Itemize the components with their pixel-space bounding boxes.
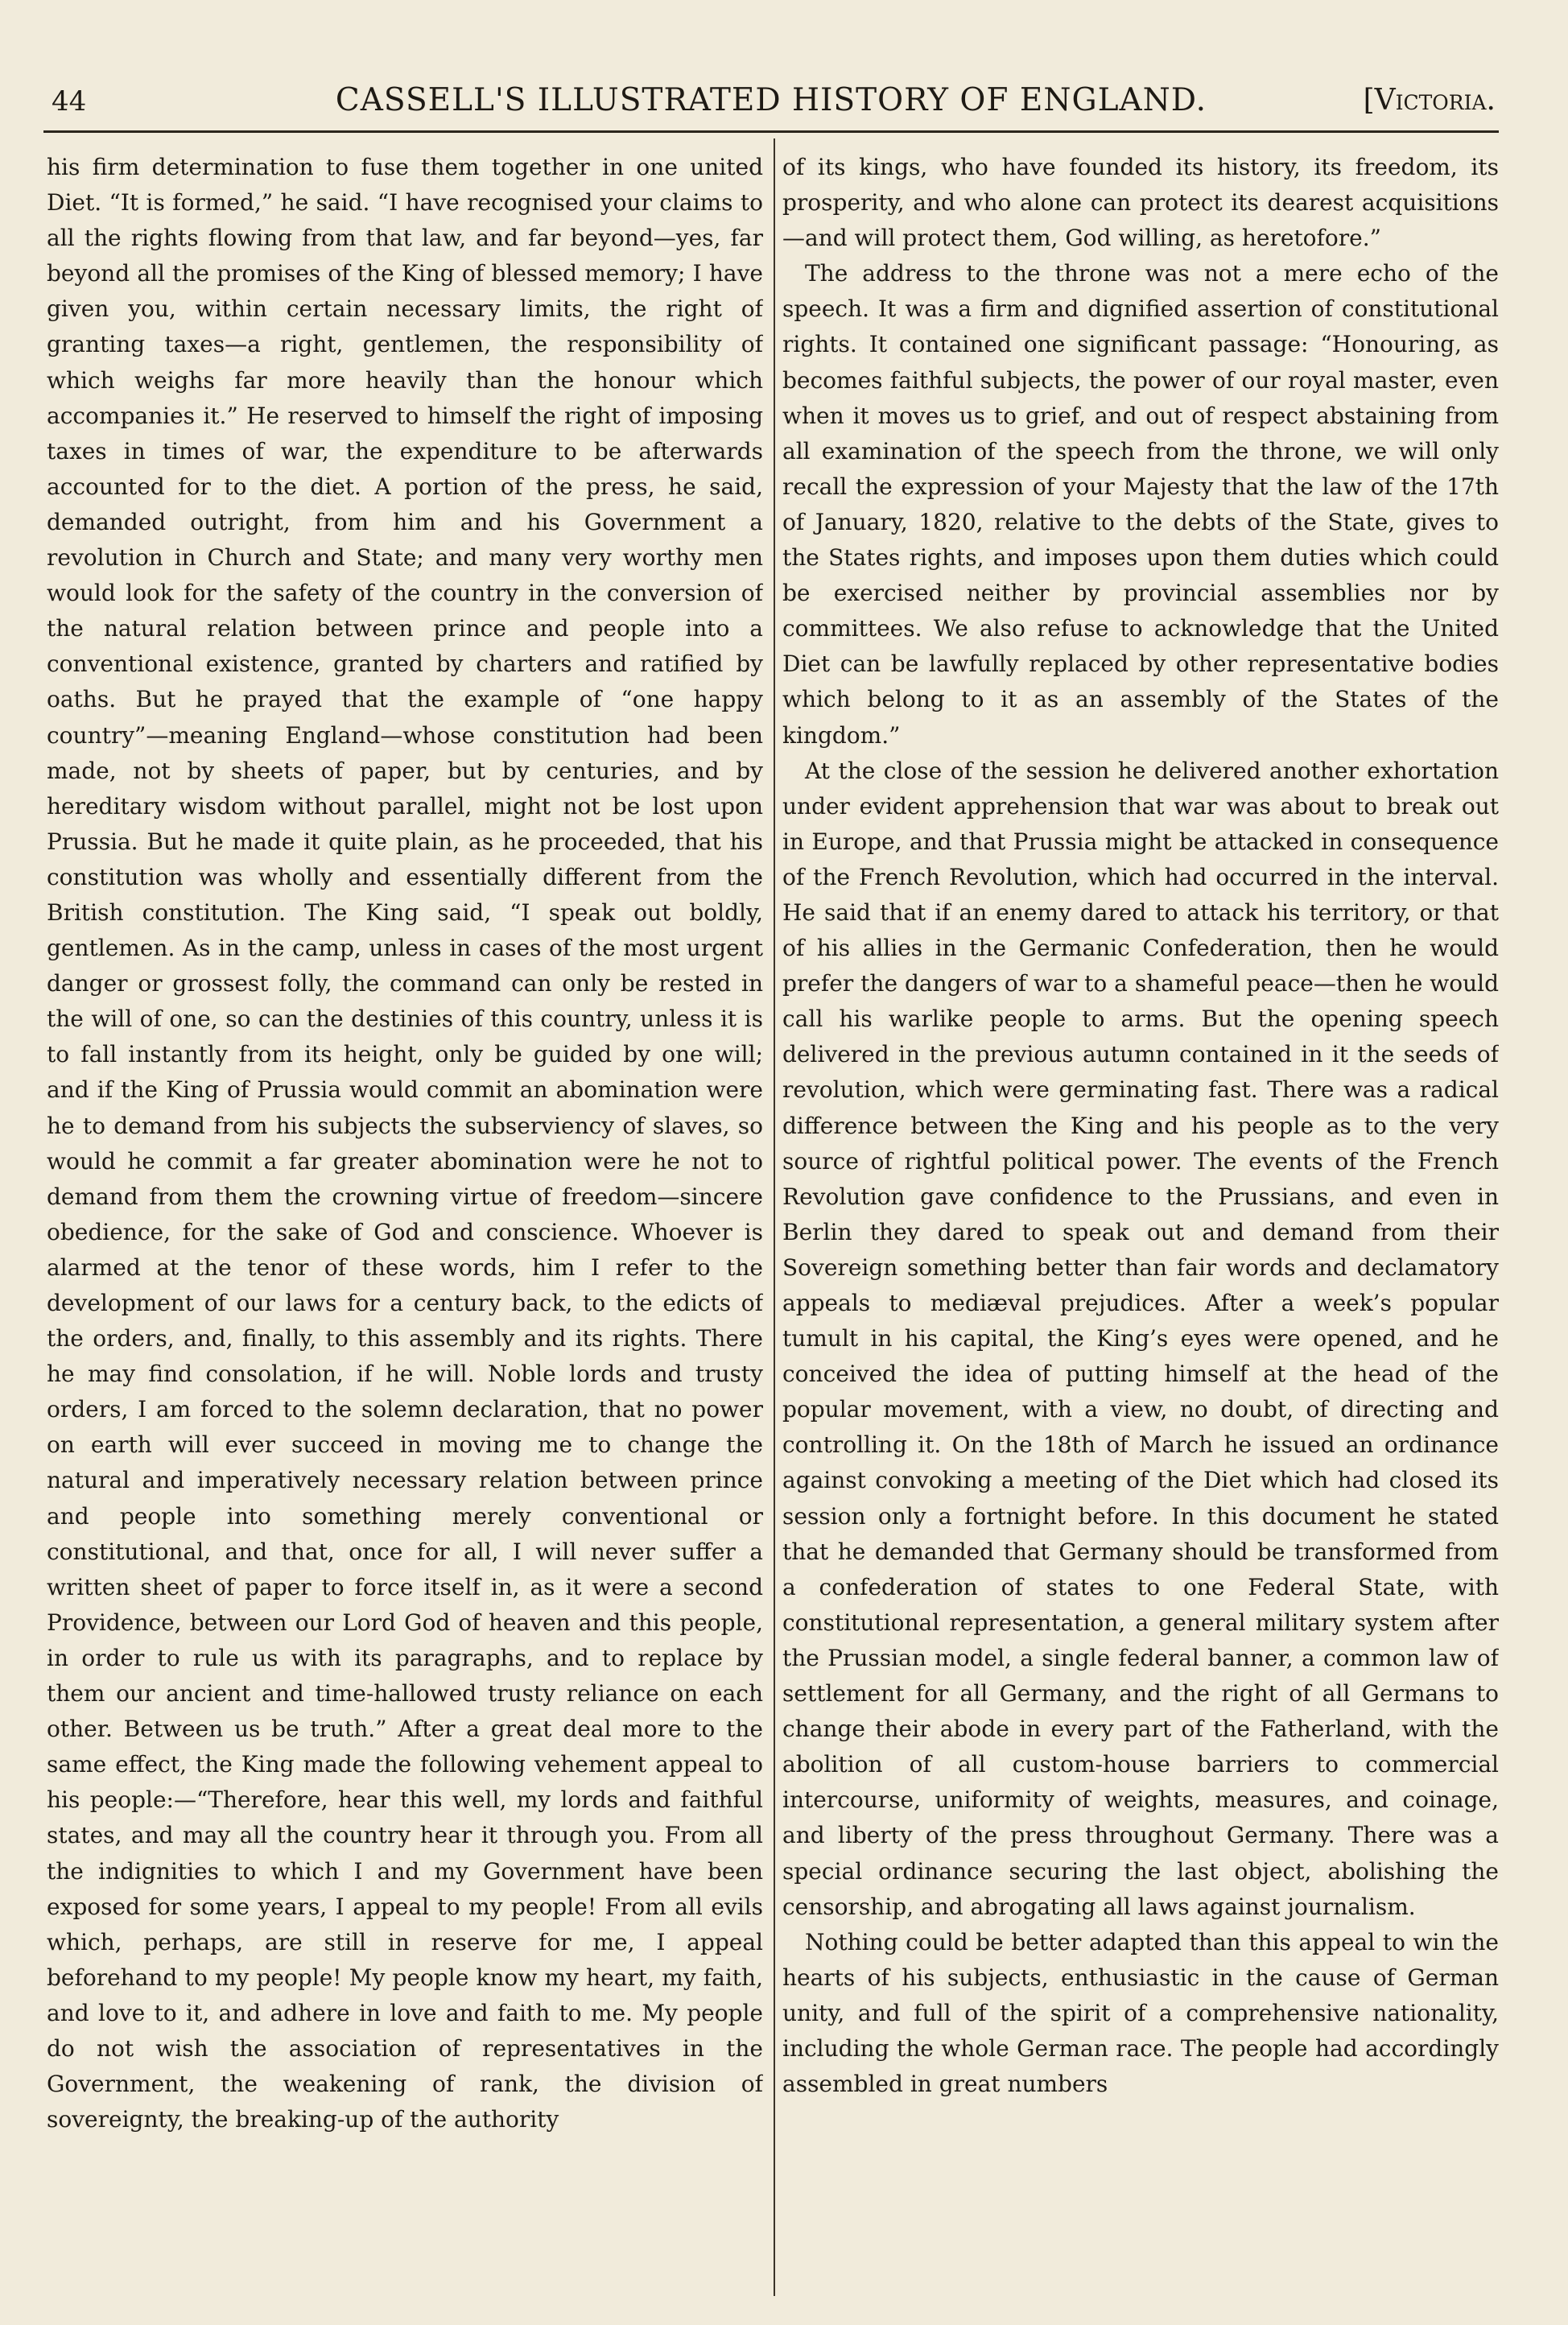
paragraph: of its kings, who have founded its history, its freedom, its prosperity, and who alone can protect its dearest acquisitions—and will protect them, God willing, as heretofore.”: [782, 154, 1499, 252]
paragraph: his firm determination to fuse them together in one united Diet. “It is formed,” he said. “I have recognised your claims to all the rights flowing from that law, and far beyond—yes, far beyond all the promises of the King of blessed memory; I have given you, within certain necessary limits, the right of granting taxes—a right, gentlemen, the responsibility of which weighs far more heavily than the honour which accompanies it.” He reserved to himself the right of imposing taxes in times of war, the expenditure to be afterwards accounted for to the diet. A portion of the press, he said, demanded outright, from him and his Government a revolution in Church and State; and many very worthy men would look for the safety of the country in the conversion of the natural relation between prince and people into a conventional existence, granted by charters and ratified by oaths. But he prayed that the example of “one happy country”—meaning England—whose constitution had been made, not by sheets of paper, but by centuries, and by hereditary wisdom without parallel, might not be lost upon Prussia. But he made it quite plain, as he proceeded, that his constitution was wholly and essentially different from the British constitution. The King said, “I speak out boldly, gentlemen. As in the camp, unless in cases of the most urgent danger or grossest folly, the command can only be rested in the will of one, so can the destinies of this country, unless it is to fall instantly from its height, only be guided by one will; and if the King of Prussia would commit an abomination were he to demand from his subjects the subserviency of slaves, so would he commit a far greater abomination were he not to demand from them the crowning virtue of freedom—sincere obedience, for the sake of God and conscience. Whoever is alarmed at the tenor of these words, him I refer to the development of our laws for a century back, to the edicts of the orders, and, finally, to this assembly and its rights. There he may find consolation, if he will. Noble lords and trusty orders, I am forced to the solemn declaration, that no power on earth will ever succeed in moving me to change the natural and imperatively necessary relation between prince and people into something merely conventional or constitutional, and that, once for all, I will never suffer a written sheet of paper to force itself in, as it were a second Providence, between our Lord God of heaven and this people, in order to rule us with its paragraphs, and to replace by them our ancient and time-hallowed trusty reliance on each other. Between us be truth.” After a great deal more to the same effect, the King made the following vehement appeal to his people:—“Therefore, hear this well, my lords and faithful states, and may all the country hear it through you. From all the indignities to which I and my Government have been exposed for some years, I appeal to my people! From all evils which, perhaps, are still in reserve for me, I appeal beforehand to my people! My people know my heart, my faith, and love to it, and adhere in love and faith to me. My people do not wish the association of representatives in the Government, the weakening of rank, the division of sovereignty, the breaking-up of the authority: [47, 154, 763, 2133]
paragraph: Nothing could be better adapted than this appeal to win the hearts of his subjects, enthusiastic in the cause of German unity, and full of the spirit of a comprehensive nationality, including the whole German race. The people had accordingly assembled in great numbers: [782, 1928, 1499, 2098]
section-label: [Victoria.: [1363, 84, 1496, 117]
header-rule: [43, 130, 1499, 133]
left-column: [47, 150, 763, 2299]
page-number: 44: [52, 85, 87, 118]
running-header: [47, 79, 1496, 127]
column-divider: [774, 138, 775, 2296]
right-column: [782, 150, 1499, 2299]
paragraph: The address to the throne was not a mere echo of the speech. It was a firm and dignified assertion of constitutional rights. It contained one significant passage: “Honouring, as becomes faithful subjects, the power of our royal master, even when it moves us to grief, and out of respect abstaining from all examination of the speech from the throne, we will only recall the expression of your Majesty that the law of the 17th of January, 1820, relative to the debts of the State, gives to the States rights, and imposes upon them duties which could be exercised neither by provincial assemblies nor by committees. We also refuse to acknowledge that the United Diet can be lawfully replaced by other representative bodies which belong to it as an assembly of the States of the kingdom.”: [782, 260, 1499, 749]
paragraph: At the close of the session he delivered another exhortation under evident apprehension that war was about to break out in Europe, and that Prussia might be attacked in consequence of the French Revolution, which had occurred in the interval. He said that if an enemy dared to attack his territory, or that of his allies in the Germanic Confederation, then he would prefer the dangers of war to a shameful peace—then he would call his warlike people to arms. But the opening speech delivered in the previous autumn contained in it the seeds of revolution, which were germinating fast. There was a radical difference between the King and his people as to the very source of rightful political power. The events of the French Revolution gave confidence to the Prussians, and even in Berlin they dared to speak out and demand from their Sovereign something better than fair words and declamatory appeals to mediæval prejudices. After a week’s popular tumult in his capital, the King’s eyes were opened, and he conceived the idea of putting himself at the head of the popular movement, with a view, no doubt, of directing and controlling it. On the 18th of March he issued an ordinance against convoking a meeting of the Diet which had closed its session only a fortnight before. In this document he stated that he demanded that Germany should be transformed from a confederation of states to one Federal State, with constitutional representation, a general military system after the Prussian model, a single federal banner, a common law of settlement for all Germany, and the right of all Germans to change their abode in every part of the Fatherland, with the abolition of all custom-house barriers to commercial intercourse, uniformity of weights, measures, and coinage, and liberty of the press throughout Germany. There was a special ordinance securing the last object, abolishing the censorship, and abrogating all laws against journalism.: [782, 757, 1499, 1920]
running-title: CASSELL'S ILLUSTRATED HISTORY OF ENGLAND.: [335, 82, 1207, 118]
